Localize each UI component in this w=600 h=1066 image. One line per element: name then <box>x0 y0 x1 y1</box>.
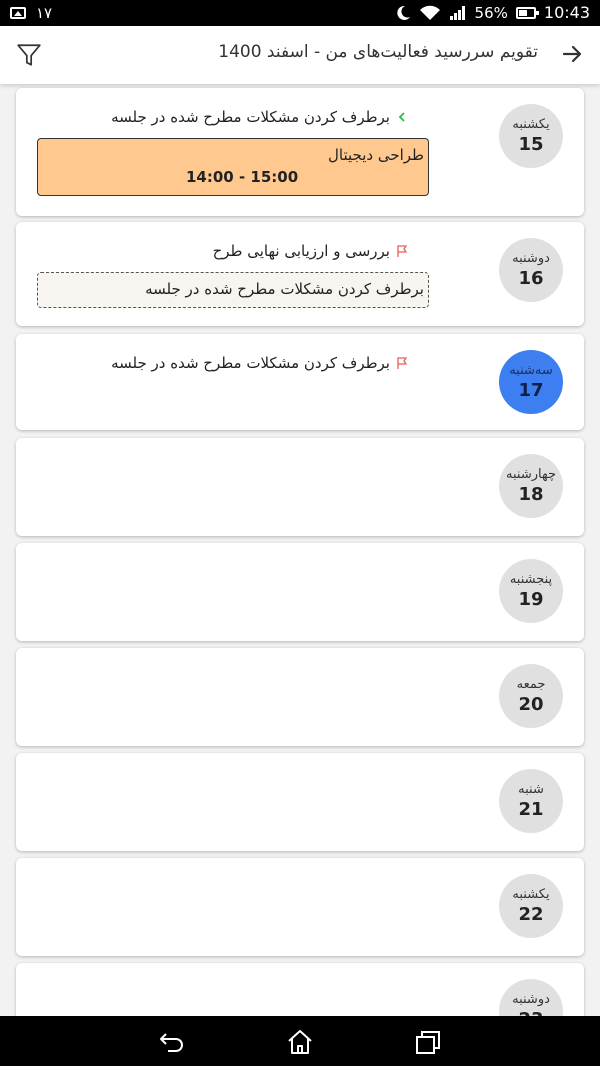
day-badge <box>499 769 563 833</box>
day-name: سه‌شنبه <box>509 363 553 378</box>
nav-back-icon[interactable] <box>158 1028 186 1056</box>
day-badge <box>499 664 563 728</box>
battery-icon <box>516 7 536 19</box>
day-number: 16 <box>518 268 544 289</box>
day-card[interactable] <box>16 222 584 326</box>
day-number: 17 <box>518 380 544 401</box>
notification-count: ۱۷ <box>36 4 53 22</box>
wifi-icon <box>419 5 441 21</box>
day-list <box>0 86 600 1016</box>
status-bar <box>0 0 600 26</box>
flag-icon <box>396 356 408 370</box>
day-name: دوشنبه <box>512 992 550 1007</box>
task-item[interactable] <box>213 242 408 260</box>
day-badge <box>499 238 563 302</box>
app-bar <box>0 26 600 84</box>
day-number: 20 <box>518 694 544 715</box>
day-badge <box>499 104 563 168</box>
day-number: 19 <box>518 589 544 610</box>
nav-home-icon[interactable] <box>286 1028 314 1056</box>
event-box[interactable] <box>37 272 429 308</box>
day-card[interactable] <box>16 88 584 216</box>
day-number: 18 <box>518 484 544 505</box>
day-card[interactable] <box>16 543 584 641</box>
day-number: 22 <box>518 904 544 925</box>
day-card[interactable] <box>16 753 584 851</box>
system-nav-bar <box>0 1016 600 1066</box>
day-name: دوشنبه <box>512 251 550 266</box>
day-card[interactable] <box>16 334 584 430</box>
day-name: یکشنبه <box>512 117 550 132</box>
day-badge <box>499 454 563 518</box>
day-badge-today <box>499 350 563 414</box>
task-item[interactable] <box>111 108 408 126</box>
day-card[interactable] <box>16 438 584 536</box>
event-title: برطرف کردن مشکلات مطرح شده در جلسه <box>145 280 424 298</box>
event-time: 14:00 - 15:00 <box>186 168 299 186</box>
day-name: شنبه <box>518 782 544 797</box>
task-title: برطرف کردن مشکلات مطرح شده در جلسه <box>111 108 390 126</box>
signal-icon <box>449 5 467 21</box>
day-badge <box>499 559 563 623</box>
task-title: بررسی و ارزیابی نهایی طرح <box>212 242 390 260</box>
arrow-right-icon[interactable] <box>560 42 584 66</box>
battery-percent: 56% <box>474 3 508 22</box>
day-name: جمعه <box>516 677 546 692</box>
clock: 10:43 <box>543 3 590 22</box>
page-title: تقویم سررسید فعالیت‌های من - اسفند 1400 <box>218 42 538 62</box>
filter-icon[interactable] <box>16 42 42 68</box>
day-card[interactable] <box>16 858 584 956</box>
task-title: برطرف کردن مشکلات مطرح شده در جلسه <box>111 354 390 372</box>
day-card[interactable] <box>16 648 584 746</box>
flag-icon <box>396 244 408 258</box>
nav-recents-icon[interactable] <box>414 1028 442 1056</box>
day-number: 15 <box>518 134 544 155</box>
task-item[interactable] <box>111 354 408 372</box>
day-name: پنجشنبه <box>509 572 553 587</box>
gallery-notification-icon <box>10 7 26 19</box>
day-name: چهارشنبه <box>506 467 556 482</box>
chevron-left-icon <box>396 110 408 124</box>
event-box[interactable] <box>37 138 429 196</box>
event-title: طراحی دیجیتال <box>328 146 424 164</box>
day-number: 21 <box>518 799 544 820</box>
day-badge <box>499 874 563 938</box>
moon-icon <box>395 5 411 21</box>
day-name: یکشنبه <box>512 887 550 902</box>
